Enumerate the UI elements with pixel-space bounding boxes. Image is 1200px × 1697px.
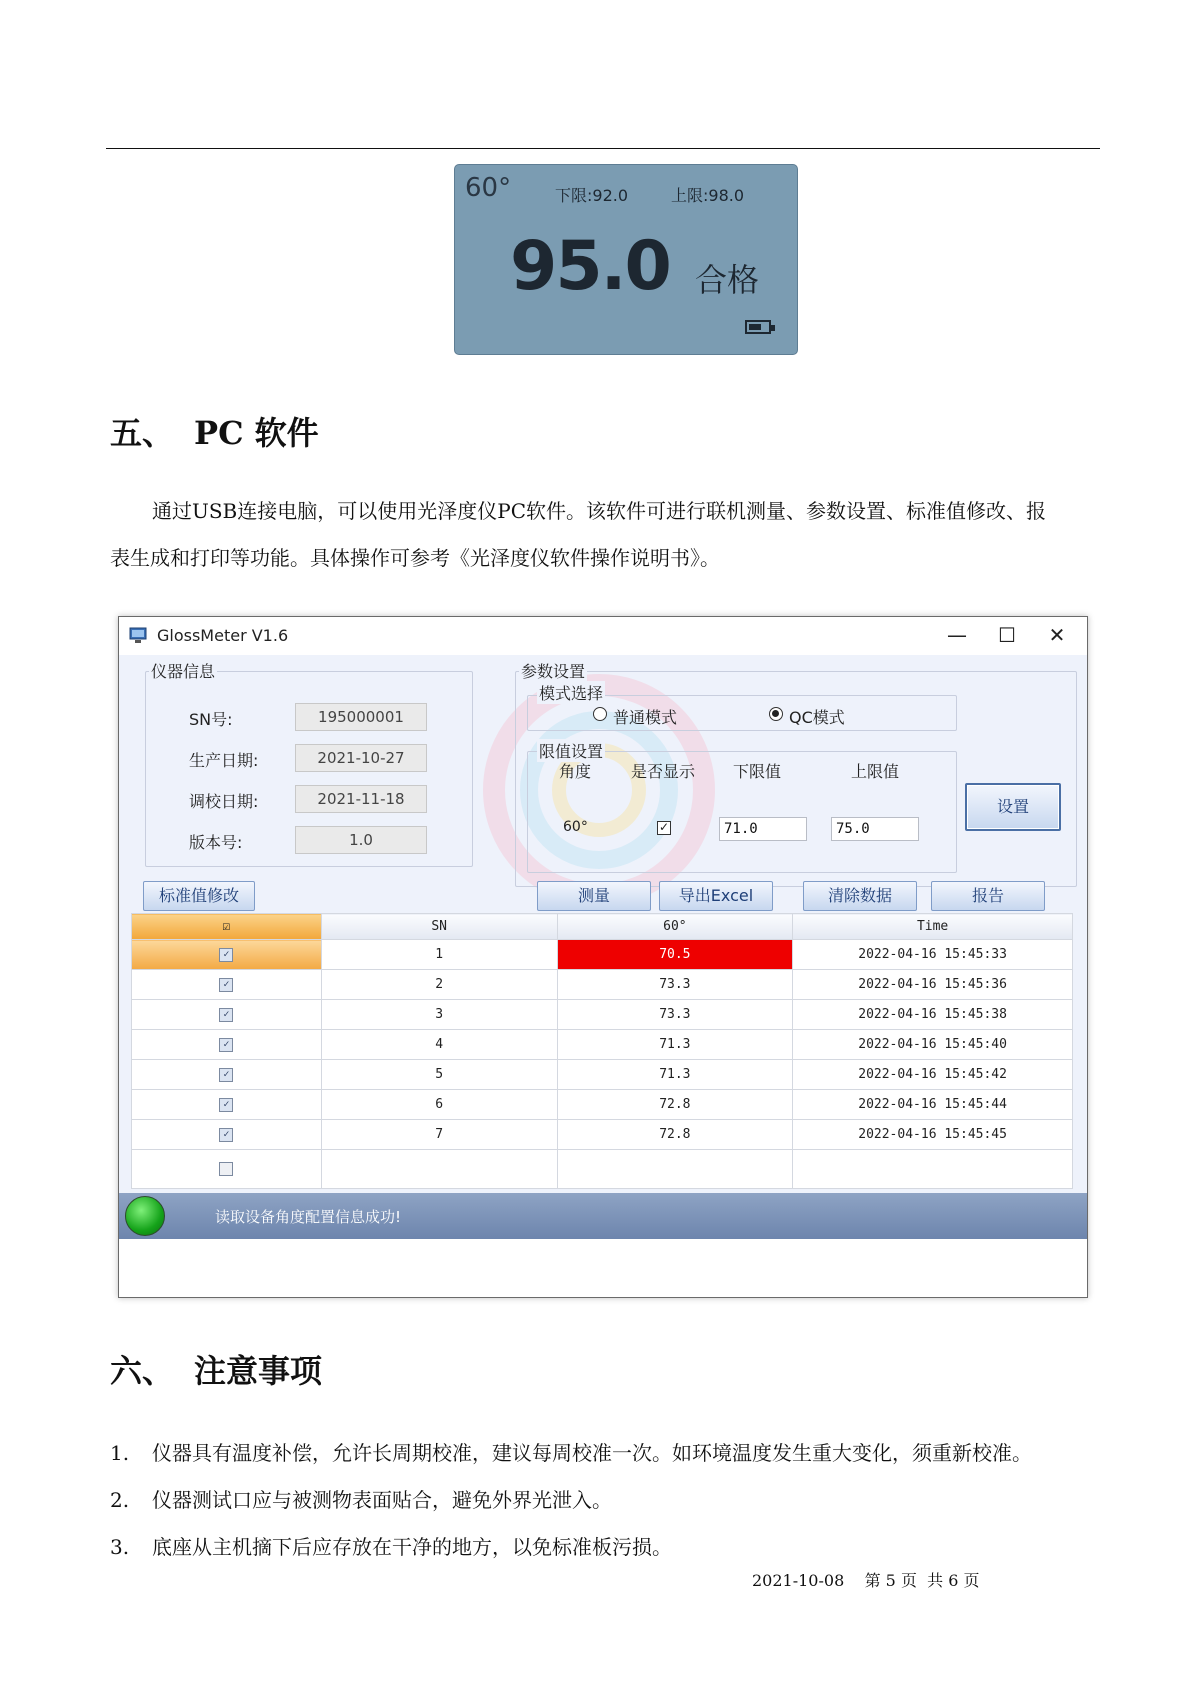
time-header[interactable]: Time	[793, 914, 1073, 940]
calibration-date-label: 调校日期:	[189, 792, 259, 811]
list-item	[110, 1437, 1032, 1466]
time-cell: 2022-04-16 15:45:42	[793, 1060, 1073, 1090]
measure-button[interactable]: 测量	[537, 881, 651, 911]
sn-cell: 7	[321, 1120, 557, 1150]
time-cell: 2022-04-16 15:45:36	[793, 970, 1073, 1000]
close-button[interactable]: ✕	[1048, 623, 1066, 647]
report-button[interactable]: 报告	[931, 881, 1045, 911]
qc-mode-radio[interactable]	[769, 707, 783, 721]
row-select-cell[interactable]	[132, 1060, 322, 1090]
empty-cell	[321, 1150, 557, 1189]
value-cell: 71.3	[557, 1030, 793, 1060]
value-cell: 70.5	[557, 940, 793, 970]
table-row[interactable]	[132, 1060, 1073, 1090]
time-cell: 2022-04-16 15:45:40	[793, 1030, 1073, 1060]
battery-icon	[745, 320, 771, 334]
list-text: 底座从主机摘下后应存放在干净的地方，以免标准板污损。	[152, 1535, 672, 1559]
row-checkbox[interactable]: ✓	[219, 948, 233, 962]
header-rule	[106, 148, 1100, 149]
table-row[interactable]	[132, 1120, 1073, 1150]
row-select-cell[interactable]	[132, 1150, 322, 1189]
upper-column-label: 上限值	[851, 762, 900, 781]
sn-cell: 2	[321, 970, 557, 1000]
paragraph-line: 通过USB连接电脑，可以使用光泽度仪PC软件。该软件可进行联机测量、参数设置、标准值修改、报	[152, 499, 1047, 523]
list-number: 2.	[110, 1488, 130, 1512]
row-select-cell[interactable]	[132, 970, 322, 1000]
normal-mode-radio[interactable]	[593, 707, 607, 721]
empty-cell	[793, 1150, 1073, 1189]
version-label: 版本号:	[189, 833, 243, 852]
set-button[interactable]: 设置	[965, 783, 1061, 831]
lcd-upper-limit: 上限:98.0	[671, 186, 745, 205]
list-item	[110, 1484, 612, 1513]
sn-cell: 1	[321, 940, 557, 970]
lcd-angle: 60°	[465, 173, 512, 203]
sn-cell: 3	[321, 1000, 557, 1030]
version-field: 1.0	[295, 826, 427, 854]
table-row[interactable]	[132, 1030, 1073, 1060]
row-checkbox[interactable]: ✓	[219, 1008, 233, 1022]
lcd-result: 合格	[695, 261, 760, 299]
glossmeter-window	[118, 616, 1088, 1298]
table-row-empty[interactable]	[132, 1150, 1073, 1189]
qc-mode-label: QC模式	[789, 708, 845, 727]
sn-label: SN号:	[189, 710, 233, 729]
row-checkbox[interactable]: ✓	[219, 1128, 233, 1142]
value-cell: 73.3	[557, 1000, 793, 1030]
lcd-display	[454, 164, 798, 355]
params-label: 参数设置	[519, 659, 587, 682]
row-checkbox[interactable]: ✓	[219, 978, 233, 992]
section6-heading	[110, 1346, 322, 1392]
lower-column-label: 下限值	[733, 762, 782, 781]
production-date-label: 生产日期:	[189, 751, 259, 770]
show-checkbox[interactable]: ✓	[658, 820, 670, 834]
clear-data-button[interactable]: 清除数据	[803, 881, 917, 911]
show-column-label: 是否显示	[631, 762, 696, 781]
list-number: 3.	[110, 1535, 130, 1559]
table-row[interactable]	[132, 970, 1073, 1000]
list-number: 1.	[110, 1441, 130, 1465]
production-date-field: 2021-10-27	[295, 744, 427, 772]
value-cell: 72.8	[557, 1120, 793, 1150]
section5-title: PC 软件	[194, 414, 319, 452]
time-cell: 2022-04-16 15:45:44	[793, 1090, 1073, 1120]
app-icon	[129, 626, 149, 644]
value-cell: 72.8	[557, 1090, 793, 1120]
sn-cell: 4	[321, 1030, 557, 1060]
angle-value: 60°	[563, 819, 588, 835]
mode-label: 模式选择	[537, 681, 605, 704]
value-cell: 73.3	[557, 970, 793, 1000]
export-excel-button[interactable]: 导出Excel	[659, 881, 773, 911]
lcd-value: 95.0	[510, 227, 670, 306]
table-row[interactable]	[132, 1000, 1073, 1030]
section6-title: 注意事项	[194, 1352, 323, 1390]
time-cell: 2022-04-16 15:45:45	[793, 1120, 1073, 1150]
sn-cell: 5	[321, 1060, 557, 1090]
row-select-cell[interactable]	[132, 1090, 322, 1120]
table-row[interactable]	[132, 940, 1073, 970]
angle-column-label: 角度	[559, 762, 592, 781]
row-select-cell[interactable]	[132, 1000, 322, 1030]
page-footer: 2021-10-08 第 5 页 共 6 页	[752, 1571, 980, 1590]
title-bar	[119, 617, 1087, 656]
row-checkbox[interactable]: ✓	[219, 1038, 233, 1052]
section6-number: 六、	[110, 1352, 175, 1390]
table-body	[132, 940, 1073, 1189]
status-bar	[119, 1193, 1087, 1239]
paragraph-line: 表生成和打印等功能。具体操作可参考《光泽度仪软件操作说明书》。	[110, 546, 720, 570]
connection-status-icon	[125, 1196, 165, 1236]
sn-field: 195000001	[295, 703, 427, 731]
select-all-header[interactable]: ☑	[132, 914, 322, 940]
section5-heading	[110, 408, 319, 454]
row-checkbox[interactable]: ✓	[219, 1068, 233, 1082]
list-text: 仪器测试口应与被测物表面贴合，避免外界光泄入。	[152, 1488, 612, 1512]
table-row[interactable]	[132, 1090, 1073, 1120]
list-text: 仪器具有温度补偿，允许长周期校准，建议每周校准一次。如环境温度发生重大变化，须重新校准。	[152, 1441, 1032, 1465]
empty-cell	[557, 1150, 793, 1189]
section5-paragraph	[110, 488, 1100, 582]
calibration-date-field: 2021-11-18	[295, 785, 427, 813]
lcd-lower-limit: 下限:92.0	[555, 186, 629, 205]
standard-value-button[interactable]: 标准值修改	[143, 881, 255, 911]
list-item	[110, 1531, 672, 1560]
table-header-row	[132, 914, 1073, 940]
window-title: GlossMeter V1.6	[157, 626, 289, 645]
sn-cell: 6	[321, 1090, 557, 1120]
angle-header[interactable]: 60°	[557, 914, 793, 940]
minimize-button[interactable]: —	[947, 623, 967, 647]
row-checkbox[interactable]: ✓	[219, 1098, 233, 1112]
row-select-cell[interactable]	[132, 1030, 322, 1060]
limit-label: 限值设置	[537, 739, 605, 762]
data-table	[131, 913, 1073, 1189]
upper-limit-input[interactable]: 75.0	[831, 817, 919, 841]
sn-header[interactable]: SN	[321, 914, 557, 940]
time-cell: 2022-04-16 15:45:38	[793, 1000, 1073, 1030]
value-cell: 71.3	[557, 1060, 793, 1090]
time-cell: 2022-04-16 15:45:33	[793, 940, 1073, 970]
row-select-cell[interactable]	[132, 1120, 322, 1150]
lower-limit-input[interactable]: 71.0	[719, 817, 807, 841]
row-select-cell[interactable]	[132, 940, 322, 970]
client-area	[119, 655, 1087, 1239]
status-text: 读取设备角度配置信息成功!	[215, 1208, 402, 1226]
maximize-button[interactable]: ☐	[998, 623, 1016, 647]
device-info-label: 仪器信息	[149, 659, 217, 682]
row-checkbox[interactable]	[219, 1162, 233, 1176]
section5-number: 五、	[110, 414, 175, 452]
normal-mode-label: 普通模式	[613, 708, 678, 727]
